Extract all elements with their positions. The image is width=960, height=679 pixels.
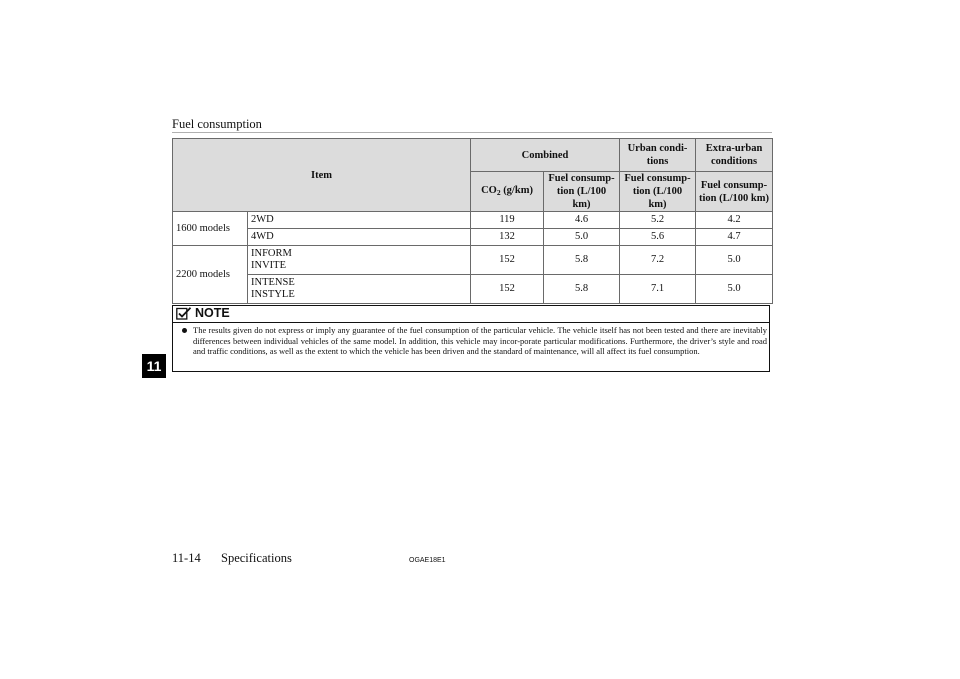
combined-value: 4.6: [544, 212, 620, 229]
item-cell: INFORM INVITE: [248, 246, 471, 275]
urban-value: 5.2: [620, 212, 696, 229]
urban-value: 7.2: [620, 246, 696, 275]
footer-section-title: Specifications: [221, 551, 292, 565]
extra-urban-value: 5.0: [696, 275, 773, 304]
combined-value: 5.8: [544, 246, 620, 275]
table-row: [173, 212, 773, 229]
group-label-1600: 1600 models: [173, 212, 248, 246]
co2-header: $CO_2$ (g/km): [471, 172, 544, 212]
co2-value: 132: [471, 229, 544, 246]
urban-value: 7.1: [620, 275, 696, 304]
bullet-icon: [182, 328, 187, 333]
item-header: Item: [173, 139, 471, 212]
item-cell: INTENSE INSTYLE: [248, 275, 471, 304]
table-row: [173, 246, 773, 275]
extra-urban-value: 4.2: [696, 212, 773, 229]
footer-page-number: 11-14: [172, 551, 201, 565]
fuel-combined-header: Fuel consump-tion (L/100 km): [544, 172, 620, 212]
note-text: The results given do not express or imply any guarantee of the fuel consumption of the particular vehicle. The vehicle itself has not been tested and there are inevitably differences between individual vehicles of the same model. In addition, this vehicle may incor-porate particular modifications. Furthermore, the driver’s style and road and traffic conditions, as well as the extent to which the vehicle has been driven and the standard of maintenance, will all affect its fuel consumption.: [193, 325, 767, 356]
extra-urban-value: 5.0: [696, 246, 773, 275]
table-row: [173, 275, 773, 304]
fuel-consumption-table: [172, 138, 773, 304]
note-label: NOTE: [195, 306, 230, 320]
footer-document-code: OGAE18E1: [409, 557, 446, 564]
extra-urban-header: Extra-urban conditions: [696, 139, 773, 172]
group-label-2200: 2200 models: [173, 246, 248, 304]
co2-value: 152: [471, 246, 544, 275]
urban-header: Urban condi-tions: [620, 139, 696, 172]
combined-header: Combined: [471, 139, 620, 172]
combined-value: 5.0: [544, 229, 620, 246]
note-divider: [173, 322, 769, 323]
item-cell: 2WD: [248, 212, 471, 229]
co2-value: 152: [471, 275, 544, 304]
table-header-row: [173, 139, 773, 172]
combined-value: 5.8: [544, 275, 620, 304]
note-box: [172, 305, 770, 372]
page-header-title: Fuel consumption: [172, 117, 262, 131]
table-row: [173, 229, 773, 246]
co2-value: 119: [471, 212, 544, 229]
header-divider: [172, 132, 772, 133]
fuel-urban-header: Fuel consump-tion (L/100 km): [620, 172, 696, 212]
urban-value: 5.6: [620, 229, 696, 246]
note-header: [173, 306, 769, 321]
fuel-extra-urban-header: Fuel consump-tion (L/100 km): [696, 172, 773, 212]
chapter-tab: 11: [142, 354, 166, 378]
item-cell: 4WD: [248, 229, 471, 246]
extra-urban-value: 4.7: [696, 229, 773, 246]
